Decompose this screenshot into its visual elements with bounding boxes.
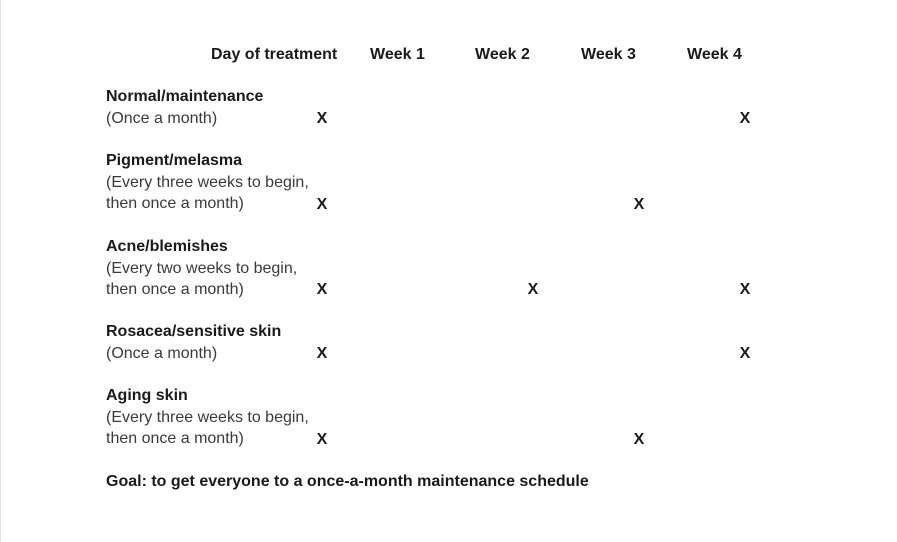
row-frequency-cont: then once a month) <box>106 281 244 298</box>
row-frequency: (Once a month) <box>106 344 218 362</box>
row-title: Acne/blemishes <box>106 238 228 255</box>
row-frequency-cont: then once a month) <box>106 430 244 447</box>
row-frequency-cont: then once a month) <box>106 195 244 212</box>
mark-day-of-treatment: X <box>316 110 328 127</box>
mark-day-of-treatment: X <box>316 345 328 362</box>
row-label <box>106 86 263 129</box>
header-week-4: Week 4 <box>687 46 742 63</box>
row-frequency: (Every three weeks to begin, <box>106 173 309 191</box>
header-week-3: Week 3 <box>581 46 636 63</box>
row-title: Pigment/melasma <box>106 152 243 169</box>
mark-day-of-treatment: X <box>316 281 328 298</box>
goal-statement: Goal: to get everyone to a once-a-month maintenance schedule <box>106 473 589 490</box>
row-label <box>106 321 281 364</box>
mark-week-2: X <box>527 281 539 298</box>
mark-week-4: X <box>739 110 751 127</box>
header-day-of-treatment: Day of treatment <box>211 46 338 63</box>
row-title: Rosacea/sensitive skin <box>106 323 282 340</box>
row-label <box>106 236 297 301</box>
mark-day-of-treatment: X <box>316 431 328 448</box>
mark-week-3: X <box>633 431 645 448</box>
header-week-2: Week 2 <box>475 46 530 63</box>
row-label <box>106 150 309 215</box>
row-label <box>106 385 309 450</box>
row-title: Aging skin <box>106 387 188 404</box>
mark-week-3: X <box>633 196 645 213</box>
page-left-border <box>0 0 1 542</box>
mark-week-4: X <box>739 281 751 298</box>
mark-week-4: X <box>739 345 751 362</box>
row-title: Normal/maintenance <box>106 88 264 105</box>
header-week-1: Week 1 <box>370 46 425 63</box>
mark-day-of-treatment: X <box>316 196 328 213</box>
row-frequency: (Every two weeks to begin, <box>106 259 298 277</box>
row-frequency: (Once a month) <box>106 109 218 127</box>
row-frequency: (Every three weeks to begin, <box>106 408 309 426</box>
